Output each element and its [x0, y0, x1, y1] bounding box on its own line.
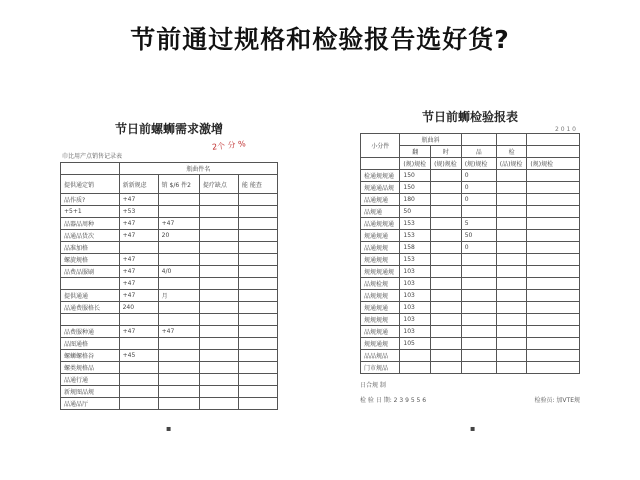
table-cell	[496, 362, 527, 374]
table-cell: +45	[119, 350, 158, 362]
table-cell	[238, 362, 277, 374]
table-cell	[199, 338, 238, 350]
right-report-footer-label: 日合规 制	[360, 382, 386, 389]
table-cell: +5+1	[61, 206, 120, 218]
table-row	[61, 338, 278, 350]
table-cell: 品品规品	[361, 350, 400, 362]
table-cell: 螺类规格品	[61, 362, 120, 374]
table-cell	[158, 242, 199, 254]
table-cell: 检通规规通	[361, 170, 400, 182]
table-cell	[238, 338, 277, 350]
table-cell	[527, 134, 580, 146]
table-cell: 品准加格	[61, 242, 120, 254]
table-cell	[400, 350, 431, 362]
table-cell: 门市规品	[361, 362, 400, 374]
table-row	[61, 386, 278, 398]
table-cell	[158, 194, 199, 206]
table-cell	[496, 350, 527, 362]
table-cell	[527, 242, 580, 254]
table-row	[361, 314, 580, 326]
table-cell: 0	[461, 194, 496, 206]
table-cell	[400, 362, 431, 374]
table-cell	[461, 254, 496, 266]
table-cell	[527, 290, 580, 302]
table-cell	[158, 302, 199, 314]
table-cell: 规通规通	[361, 230, 400, 242]
table-cell	[527, 362, 580, 374]
table-cell	[461, 314, 496, 326]
table-cell	[431, 314, 462, 326]
table-cell: +47	[119, 266, 158, 278]
table-cell	[238, 230, 277, 242]
table-cell: 规通规通	[361, 302, 400, 314]
table-cell	[527, 146, 580, 158]
table-cell	[461, 278, 496, 290]
table-cell	[431, 302, 462, 314]
table-row	[61, 374, 278, 386]
left-report-sheet	[60, 120, 278, 410]
table-cell	[527, 206, 580, 218]
table-cell	[238, 266, 277, 278]
table-cell: 103	[400, 290, 431, 302]
left-report-stamp: 2个 分 %	[211, 139, 247, 152]
table-cell	[238, 242, 277, 254]
table-cell	[431, 194, 462, 206]
table-row	[61, 242, 278, 254]
table-cell: 0	[461, 242, 496, 254]
table-cell: 5	[461, 218, 496, 230]
table-cell: 翻	[400, 146, 431, 158]
table-cell	[158, 338, 199, 350]
table-cell: +47	[119, 326, 158, 338]
table-cell	[158, 314, 199, 326]
table-cell: (规)规检	[461, 158, 496, 170]
table-row	[361, 254, 580, 266]
table-cell	[199, 194, 238, 206]
table-cell: 103	[400, 266, 431, 278]
right-report-sheet	[360, 108, 580, 404]
table-cell	[527, 182, 580, 194]
table-row	[361, 338, 580, 350]
table-row	[61, 290, 278, 302]
right-report-tag: 2 0 1 0	[555, 126, 576, 133]
right-report-title: 节日前蛳检验报表	[421, 110, 518, 124]
table-cell: 50	[461, 230, 496, 242]
table-cell: 103	[400, 302, 431, 314]
table-cell: 月	[158, 290, 199, 302]
table-cell	[431, 206, 462, 218]
table-row	[361, 326, 580, 338]
table-cell	[158, 254, 199, 266]
left-doc-dot: ▪	[166, 424, 172, 433]
table-cell	[119, 338, 158, 350]
table-cell	[199, 374, 238, 386]
table-row	[61, 266, 278, 278]
right-report-footer-inspector: 检验员: 加VTE规	[534, 397, 580, 404]
table-cell	[238, 386, 277, 398]
table-cell	[461, 266, 496, 278]
table-cell	[431, 326, 462, 338]
table-cell: 品器品周种	[61, 218, 120, 230]
table-row	[361, 290, 580, 302]
table-row	[361, 194, 580, 206]
table-row	[61, 398, 278, 410]
table-cell	[431, 338, 462, 350]
table-cell: 品费服种通	[61, 326, 120, 338]
table-cell	[527, 338, 580, 350]
table-cell	[119, 242, 158, 254]
table-cell: 提供通通	[61, 290, 120, 302]
table-cell	[199, 254, 238, 266]
table-cell: 提疗缺点	[199, 175, 238, 194]
left-report-title: 节日前螺蛳需求激增	[114, 122, 223, 136]
left-report-table	[60, 162, 278, 410]
table-row	[361, 242, 580, 254]
table-cell	[461, 134, 496, 146]
table-cell	[496, 338, 527, 350]
table-cell	[431, 182, 462, 194]
table-row	[61, 302, 278, 314]
table-cell: +47	[119, 278, 158, 290]
table-cell: +47	[119, 254, 158, 266]
table-cell	[199, 218, 238, 230]
table-cell	[199, 290, 238, 302]
table-cell	[238, 374, 277, 386]
table-cell: +47	[119, 194, 158, 206]
table-cell	[158, 362, 199, 374]
table-cell	[199, 386, 238, 398]
table-cell: 品规规通	[361, 326, 400, 338]
table-cell: 时	[431, 146, 462, 158]
table-cell	[238, 398, 277, 410]
table-cell	[496, 170, 527, 182]
table-cell	[527, 170, 580, 182]
table-cell: 瓶曲斜	[400, 134, 461, 146]
table-cell	[461, 362, 496, 374]
table-cell: 新规图品规	[61, 386, 120, 398]
table-header-row	[361, 134, 580, 146]
table-cell: +47	[158, 326, 199, 338]
table-row	[361, 182, 580, 194]
table-cell: +47	[119, 290, 158, 302]
table-cell	[199, 362, 238, 374]
table-cell: 能 能查	[238, 175, 277, 194]
table-cell: 20	[158, 230, 199, 242]
table-cell: 品通规规通	[361, 218, 400, 230]
table-cell: 检	[496, 146, 527, 158]
table-row	[361, 218, 580, 230]
table-row	[361, 278, 580, 290]
table-cell	[199, 314, 238, 326]
table-cell	[199, 326, 238, 338]
table-cell	[199, 302, 238, 314]
table-cell	[431, 230, 462, 242]
table-cell: 规规通规	[361, 338, 400, 350]
table-cell	[238, 314, 277, 326]
table-cell	[158, 278, 199, 290]
table-cell	[496, 314, 527, 326]
table-cell: (规)规检	[400, 158, 431, 170]
table-row	[61, 206, 278, 218]
table-cell	[61, 163, 120, 175]
table-cell: +47	[158, 218, 199, 230]
table-cell: 规通通品规	[361, 182, 400, 194]
table-cell	[199, 398, 238, 410]
table-cell: 品费品服刷	[61, 266, 120, 278]
table-cell	[238, 326, 277, 338]
table-cell	[527, 350, 580, 362]
table-cell: 240	[119, 302, 158, 314]
table-cell: +53	[119, 206, 158, 218]
table-cell: 103	[400, 278, 431, 290]
table-row	[61, 350, 278, 362]
table-cell: 规通规规	[361, 254, 400, 266]
table-cell	[158, 206, 199, 218]
table-cell	[431, 170, 462, 182]
table-cell	[238, 254, 277, 266]
table-cell	[496, 254, 527, 266]
table-cell: 品通行通	[61, 374, 120, 386]
table-cell: 品规规规	[361, 290, 400, 302]
table-cell: 180	[400, 194, 431, 206]
table-cell	[496, 134, 527, 146]
table-row	[361, 362, 580, 374]
table-cell	[461, 206, 496, 218]
table-cell	[496, 182, 527, 194]
table-cell	[238, 218, 277, 230]
table-cell	[527, 266, 580, 278]
table-cell	[496, 194, 527, 206]
table-cell	[461, 338, 496, 350]
table-cell	[158, 398, 199, 410]
table-cell	[496, 230, 527, 242]
table-cell: 103	[400, 314, 431, 326]
table-cell	[199, 230, 238, 242]
table-cell: 150	[400, 182, 431, 194]
table-cell	[361, 158, 400, 170]
table-cell	[238, 278, 277, 290]
table-row	[61, 314, 278, 326]
table-cell: 150	[400, 170, 431, 182]
table-cell	[527, 230, 580, 242]
table-cell	[461, 326, 496, 338]
table-header-row	[361, 158, 580, 170]
table-cell	[119, 398, 158, 410]
table-cell	[461, 350, 496, 362]
table-cell	[199, 278, 238, 290]
table-cell: +47	[119, 230, 158, 242]
table-header-row	[61, 163, 278, 175]
table-cell: 品通品厅	[61, 398, 120, 410]
table-cell: (品)规检	[496, 158, 527, 170]
table-row	[61, 194, 278, 206]
table-row	[61, 326, 278, 338]
table-cell	[527, 278, 580, 290]
table-row	[61, 362, 278, 374]
table-cell	[61, 314, 120, 326]
table-cell	[461, 290, 496, 302]
table-cell: (规)规检	[527, 158, 580, 170]
table-cell: 品通规规	[361, 242, 400, 254]
table-cell: 50	[400, 206, 431, 218]
table-cell: 螺旋规格	[61, 254, 120, 266]
table-cell: 4/0	[158, 266, 199, 278]
table-header-row	[61, 175, 278, 194]
table-row	[361, 302, 580, 314]
table-cell: 153	[400, 230, 431, 242]
table-cell	[496, 278, 527, 290]
table-cell	[431, 218, 462, 230]
table-cell: 158	[400, 242, 431, 254]
table-cell: 品作质?	[61, 194, 120, 206]
table-cell: 提供通定销	[61, 175, 120, 194]
table-cell: 153	[400, 254, 431, 266]
table-cell	[238, 350, 277, 362]
table-cell: 品图通格	[61, 338, 120, 350]
table-cell	[496, 206, 527, 218]
table-row	[61, 254, 278, 266]
table-cell	[527, 326, 580, 338]
table-cell: 规规规规	[361, 314, 400, 326]
table-cell	[496, 266, 527, 278]
table-cell	[496, 242, 527, 254]
table-cell	[431, 242, 462, 254]
table-cell: 153	[400, 218, 431, 230]
table-cell	[496, 302, 527, 314]
table-row	[361, 266, 580, 278]
table-cell	[431, 362, 462, 374]
right-report-footer-date: 检 验 日 期: 2 3 9 5 5 6	[360, 397, 427, 404]
table-cell: 105	[400, 338, 431, 350]
table-row	[361, 170, 580, 182]
table-cell: 螺蛳螺格谷	[61, 350, 120, 362]
table-cell	[431, 278, 462, 290]
table-cell: 规规规通规	[361, 266, 400, 278]
table-cell	[119, 374, 158, 386]
table-cell	[119, 362, 158, 374]
table-cell	[199, 350, 238, 362]
table-cell: 销 $/6 件2	[158, 175, 199, 194]
table-cell	[431, 350, 462, 362]
table-cell	[61, 278, 120, 290]
table-cell	[527, 218, 580, 230]
table-cell	[199, 266, 238, 278]
table-cell: 品通品货次	[61, 230, 120, 242]
table-cell	[158, 350, 199, 362]
table-cell	[431, 266, 462, 278]
table-cell: 品规检规	[361, 278, 400, 290]
table-row	[361, 350, 580, 362]
table-cell	[238, 302, 277, 314]
table-cell: 瓶曲件名	[119, 163, 277, 175]
right-report-table	[360, 133, 580, 374]
table-cell	[199, 206, 238, 218]
left-report-caption: 巾比用产点销售记录表	[62, 153, 123, 160]
table-cell: 品	[461, 146, 496, 158]
table-row	[61, 230, 278, 242]
table-cell	[496, 290, 527, 302]
table-cell	[238, 206, 277, 218]
table-cell	[199, 242, 238, 254]
table-cell: 品通规通	[361, 194, 400, 206]
table-row	[361, 230, 580, 242]
table-cell	[527, 254, 580, 266]
table-cell	[158, 374, 199, 386]
table-cell	[431, 290, 462, 302]
table-cell	[119, 386, 158, 398]
table-cell	[431, 254, 462, 266]
table-cell	[119, 314, 158, 326]
table-row	[361, 206, 580, 218]
table-cell	[527, 314, 580, 326]
table-cell: 0	[461, 182, 496, 194]
table-cell	[238, 194, 277, 206]
page-headline: 节前通过规格和检验报告选好货?	[130, 25, 510, 54]
table-cell	[238, 290, 277, 302]
table-cell: 品通费服格长	[61, 302, 120, 314]
right-doc-dot: ▪	[470, 424, 476, 433]
table-row	[61, 218, 278, 230]
table-cell: 0	[461, 170, 496, 182]
table-cell: 103	[400, 326, 431, 338]
table-cell	[496, 326, 527, 338]
table-cell	[527, 302, 580, 314]
table-cell: +47	[119, 218, 158, 230]
table-cell	[496, 218, 527, 230]
table-cell	[158, 386, 199, 398]
table-cell: 小分件	[361, 134, 400, 158]
table-cell	[461, 302, 496, 314]
table-row	[61, 278, 278, 290]
table-cell	[527, 194, 580, 206]
table-cell: 品规通	[361, 206, 400, 218]
table-cell: (规)规检	[431, 158, 462, 170]
table-cell: 新新规虑	[119, 175, 158, 194]
